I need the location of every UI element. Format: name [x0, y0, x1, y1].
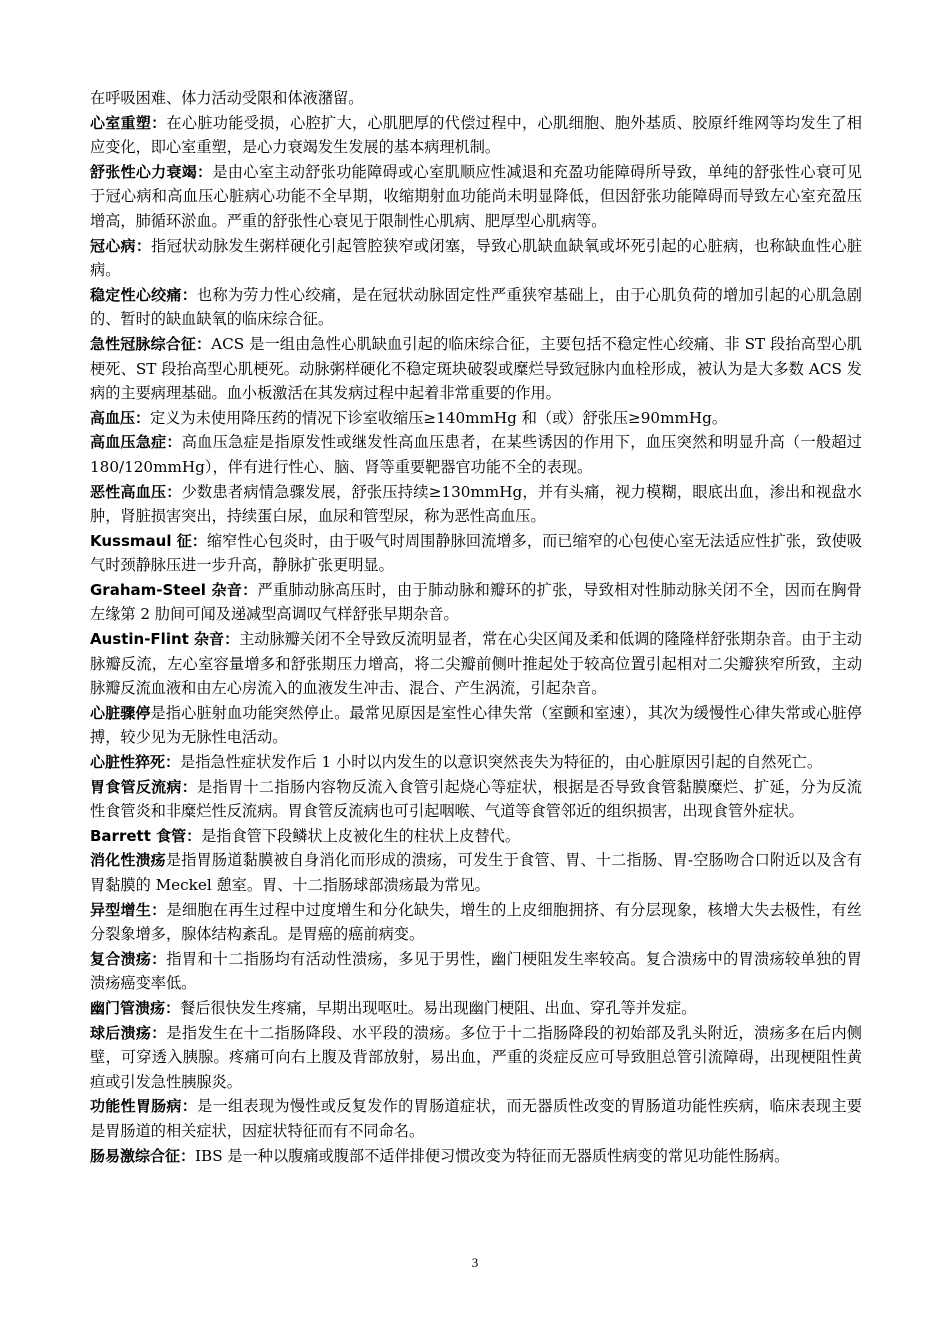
glossary-definition: 指胃和十二指肠均有活动性溃疡，多见于男性，幽门梗阻发生率较高。复合溃疡中的胃溃疡较单独的胃溃疡癌变率低。 [90, 949, 862, 993]
glossary-definition: 在心脏功能受损，心腔扩大，心肌肥厚的代偿过程中，心肌细胞、胞外基质、胶原纤维网等均发生了相应变化，即心室重塑，是心力衰竭发生发展的基本病理机制。 [90, 113, 862, 157]
term-separator: ： [242, 580, 258, 599]
glossary-entry [90, 848, 862, 897]
glossary-definition: 缩窄性心包炎时，由于吸气时周围静脉回流增多，而已缩窄的心包使心室无法适应性扩张，致使吸气时颈静脉压进一步升高，静脉扩张更明显。 [90, 531, 862, 575]
glossary-definition: 是指食管下段鳞状上皮被化生的柱状上皮替代。 [201, 826, 521, 845]
glossary-entry [90, 234, 862, 283]
glossary-definition: 是指胃十二指肠内容物反流入食管引起烧心等症状，根据是否导致食管黏膜糜烂、扩延，分为反流性食管炎和非糜烂性反流病。胃食管反流病也可引起咽喉、气道等食管邻近的组织损害，出现食管外症状。 [90, 777, 862, 821]
glossary-term: 消化性溃疡 [90, 851, 166, 870]
glossary-entry [90, 1144, 862, 1169]
glossary-entry [90, 898, 862, 947]
glossary-entry [90, 578, 862, 627]
glossary-entry [90, 111, 862, 160]
term-separator: ： [224, 630, 240, 649]
glossary-definition: 定义为未使用降压药的情况下诊室收缩压≥140mmHg 和（或）舒张压≥90mmHg。 [150, 408, 728, 427]
term-separator: ： [181, 285, 198, 304]
glossary-definition: 是一组表现为慢性或反复发作的胃肠道症状，而无器质性改变的胃肠道功能性疾病，临床表现主要是胃肠道的相关症状，因症状特征而有不同命名。 [90, 1097, 862, 1140]
term-separator: ： [166, 433, 182, 452]
glossary-term: 舒张性心力衰竭 [90, 162, 198, 181]
glossary-term: 功能性胃肠病 [90, 1097, 182, 1116]
term-separator: ： [151, 900, 167, 919]
glossary-definition: 是由心室主动舒张功能障碍或心室肌顺应性减退和充盈功能障碍所导致，单纯的舒张性心衰可见于冠心病和高血压心脏病心功能不全早期，收缩期射血功能尚未明显降低，但因舒张功能障碍而导致左心室充盈压增高，肺循环淤血。严重的舒张性心衰见于限制性心肌病、肥厚型心肌病等。 [90, 162, 862, 230]
glossary-definition: 严重肺动脉高压时，由于肺动脉和瓣环的扩张，导致相对性肺动脉关闭不全，因而在胸骨左缘第 2 肋间可闻及递减型高调叹气样舒张早期杂音。 [90, 580, 862, 624]
glossary-entry [90, 332, 862, 406]
glossary-entry [90, 824, 862, 849]
glossary-entry [90, 480, 862, 529]
glossary-entry [90, 996, 862, 1021]
glossary-term: 急性冠脉综合征 [90, 334, 196, 353]
glossary-term: Graham-Steel 杂音 [90, 580, 243, 599]
intro-text: 在呼吸困难、体力活动受限和体液潴留。 [90, 89, 364, 107]
glossary-definition: 高血压急症是指原发性或继发性高血压患者，在某些诱因的作用下，血压突然和明显升高（一般超过 180/120mmHg），伴有进行性心、脑、肾等重要靶器官功能不全的表现。 [90, 433, 862, 476]
glossary-definition: 是指发生在十二指肠降段、水平段的溃疡。多位于十二指肠降段的初始部及乳头附近，溃疡多在后内侧壁，可穿透入胰腺。疼痛可向右上腹及背部放射，易出血，严重的炎症反应可导致胆总管引流障碍，出现梗阻性黄疸或引发急性胰腺炎。 [90, 1023, 862, 1091]
term-separator: ： [186, 826, 202, 845]
term-separator: ： [135, 236, 152, 255]
glossary-entry [90, 430, 862, 479]
glossary-list [90, 111, 862, 1169]
glossary-definition: 主动脉瓣关闭不全导致反流明显者，常在心尖区闻及柔和低调的隆隆样舒张期杂音。由于主动脉瓣反流，左心室容量增多和舒张期压力增高，将二尖瓣前侧叶推起处于较高位置引起相对二尖瓣狭窄所致，主动脉瓣反流血液和由左心房流入的血液发生冲击、混合、产生涡流，引起杂音。 [90, 630, 862, 698]
glossary-term: 恶性高血压 [90, 482, 167, 501]
term-separator: ： [180, 1146, 196, 1165]
glossary-entry [90, 283, 862, 332]
term-separator: ： [165, 998, 181, 1017]
glossary-definition: 指冠状动脉发生粥样硬化引起管腔狭窄或闭塞，导致心肌缺血缺氧或坏死引起的心脏病，也称缺血性心脏病。 [90, 236, 862, 280]
glossary-definition: 是指急性症状发作后 1 小时以内发生的以意识突然丧失为特征的，由心脏原因引起的自然死亡。 [180, 753, 823, 772]
glossary-term: 心脏骤停 [90, 703, 151, 722]
glossary-term: 高血压 [90, 408, 136, 427]
glossary-term: Austin-Flint 杂音 [90, 630, 225, 649]
glossary-term: 高血压急症 [90, 433, 167, 452]
glossary-term: 心脏性猝死 [90, 753, 166, 772]
glossary-term: 幽门管溃疡 [90, 998, 166, 1017]
glossary-definition: 也称为劳力性心绞痛，是在冠状动脉固定性严重狭窄基础上，由于心肌负荷的增加引起的心肌急剧的、暂时的缺血缺氧的临床综合征。 [90, 285, 862, 329]
glossary-definition: 餐后很快发生疼痛，早期出现呕吐。易出现幽门梗阻、出血、穿孔等并发症。 [180, 998, 697, 1017]
term-separator: ： [166, 482, 182, 501]
glossary-definition: IBS 是一种以腹痛或腹部不适伴排便习惯改变为特征而无器质性病变的常见功能性肠病。 [195, 1146, 790, 1165]
glossary-entry [90, 750, 862, 775]
term-separator: ： [196, 334, 212, 353]
term-separator: ： [151, 949, 167, 968]
glossary-definition: 是细胞在再生过程中过度增生和分化缺失，增生的上皮细胞拥挤、有分层现象，核增大失去极性，有丝分裂象增多，腺体结构紊乱。是胃癌的癌前病变。 [90, 900, 862, 944]
glossary-entry [90, 406, 862, 431]
term-separator: ： [197, 162, 213, 181]
glossary-term: Kussmaul 征 [90, 531, 192, 550]
glossary-definition: 是指心脏射血功能突然停止。最常见原因是室性心律失常（室颤和室速），其次为缓慢性心律失常或心脏停搏，较少见为无脉性电活动。 [90, 703, 862, 747]
glossary-term: 复合溃疡 [90, 949, 152, 968]
term-separator: ： [151, 113, 167, 132]
glossary-entry [90, 947, 862, 996]
page-number: 3 [471, 1255, 479, 1270]
glossary-entry [90, 1094, 862, 1143]
glossary-term: 胃食管反流病 [90, 777, 182, 796]
glossary-term: 异型增生 [90, 900, 152, 919]
glossary-definition: 是指胃肠道黏膜被自身消化而形成的溃疡，可发生于食管、胃、十二指肠、胃-空肠吻合口附近以及含有胃黏膜的 Meckel 憩室。胃、十二指肠球部溃疡最为常见。 [90, 851, 862, 894]
term-separator: ： [181, 777, 198, 796]
glossary-term: 球后溃疡 [90, 1023, 152, 1042]
term-separator: ： [191, 531, 207, 550]
glossary-term: 肠易激综合征 [90, 1146, 181, 1165]
glossary-term: 冠心病 [90, 236, 136, 255]
glossary-entry [90, 1021, 862, 1095]
glossary-term: Barrett 食管 [90, 826, 187, 845]
glossary-entry [90, 529, 862, 578]
glossary-entry [90, 775, 862, 824]
term-separator: ： [135, 408, 151, 427]
term-separator: ： [165, 753, 181, 772]
glossary-entry [90, 701, 862, 750]
term-separator: ： [151, 1023, 167, 1042]
glossary-entry [90, 160, 862, 234]
glossary-term: 心室重塑 [90, 113, 152, 132]
glossary-definition: 少数患者病情急骤发展，舒张压持续≥130mmHg，并有头痛，视力模糊，眼底出血，渗出和视盘水肿，肾脏损害突出，持续蛋白尿，血尿和管型尿，称为恶性高血压。 [90, 482, 862, 526]
glossary-term: 稳定性心绞痛 [90, 285, 182, 304]
glossary-entry [90, 627, 862, 701]
glossary-definition: ACS 是一组由急性心肌缺血引起的临床综合征，主要包括不稳定性心绞痛、非 ST 段抬高型心肌梗死、ST 段抬高型心肌梗死。动脉粥样硬化不稳定斑块破裂或糜烂导致冠脉内血栓形成，被认为是大多数 ACS 发病的主要病理基础。血小板激活在其发病过程中起着非常重要的作用。 [90, 334, 862, 403]
document-body [90, 86, 862, 1168]
term-separator: ： [181, 1097, 198, 1116]
